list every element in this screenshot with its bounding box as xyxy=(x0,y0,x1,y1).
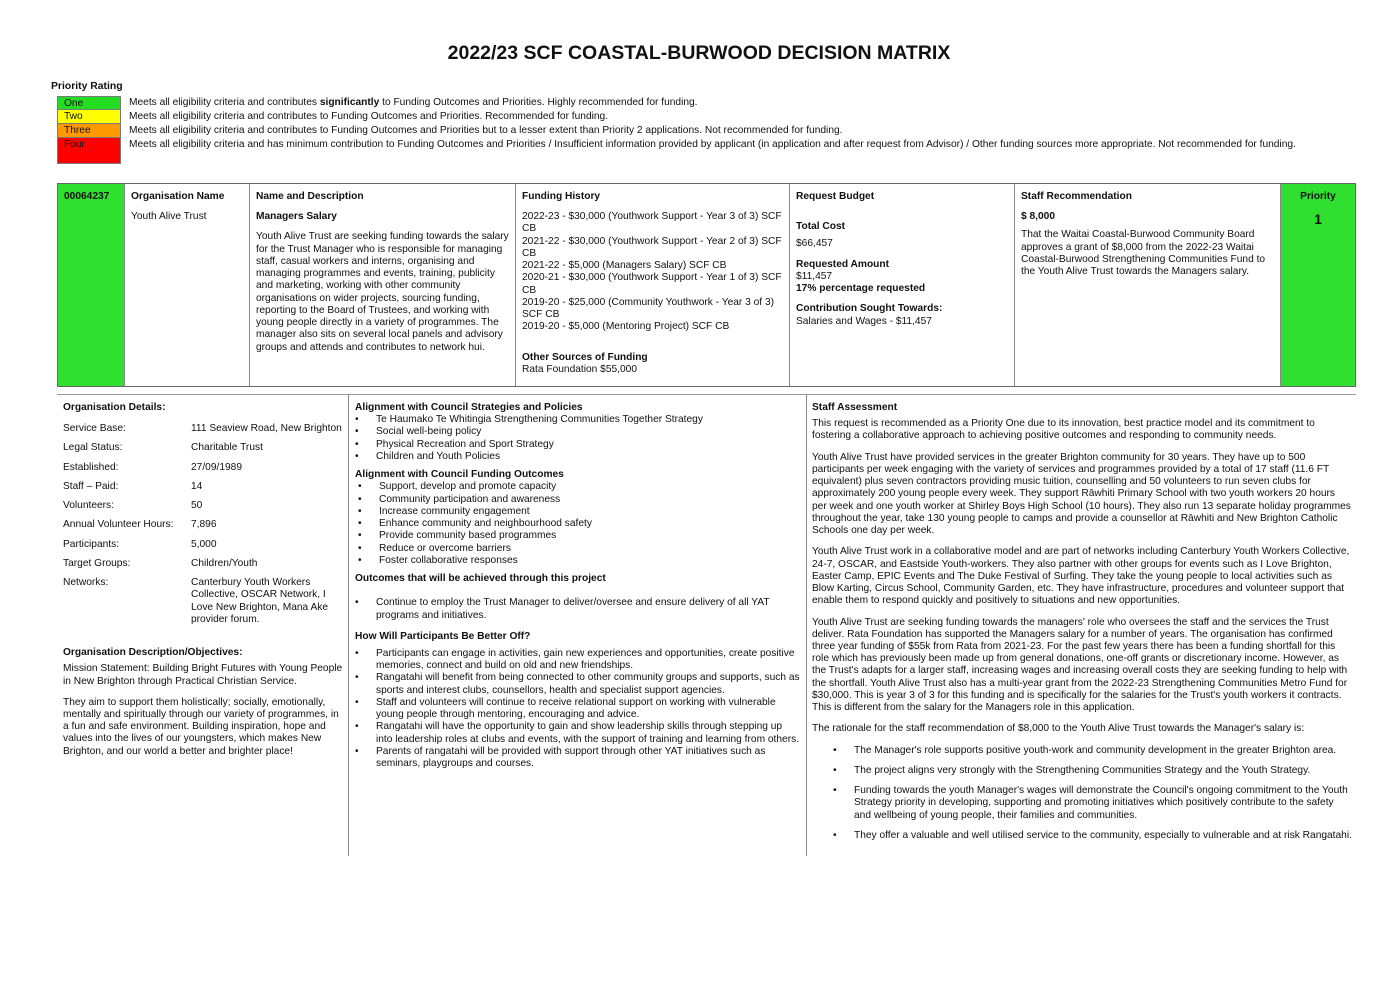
list-item: • Staff and volunteers will continue to receive relational support on working with vulnerable young people through mentoring, encouraging and advice. xyxy=(355,697,800,721)
list-item: • Support, develop and promote capacity xyxy=(358,481,800,493)
requested-amount-value: $11,457 xyxy=(796,270,833,282)
detail-row: Established: 27/09/1989 xyxy=(63,461,242,473)
detail-row: Service Base: 111 Seaview Road, New Brighton xyxy=(63,423,342,435)
achieve-list xyxy=(355,597,800,621)
column-divider xyxy=(806,394,807,856)
priority-swatch-three: Three xyxy=(57,124,121,138)
list-item: • Foster collaborative responses xyxy=(358,555,800,567)
funding-history-item: 2022-23 - $30,000 (Youthwork Support - Year 3 of 3) SCF CB xyxy=(522,211,782,235)
detail-row: Annual Volunteer Hours: 7,896 xyxy=(63,519,217,531)
priority-desc-two: Meets all eligibility criteria and contributes to Funding Outcomes and Priorities. Recommended for funding. xyxy=(129,111,609,122)
priority-row-four xyxy=(57,138,1317,164)
list-item: • Provide community based programmes xyxy=(358,530,800,542)
list-item: • They offer a valuable and well utilised service to the community, especially to vulnerable and at risk Rangatahi. xyxy=(812,830,1352,842)
application-id: 00064237 xyxy=(58,184,125,386)
org-aims: They aim to support them holistically; socially, emotionally, mentally and spiritually through our variety of programmes, in a fun and safe environment. Building inspiration, hope and values into the lives of our youngsters, which makes New Brighton, and our world a better and brighter place! xyxy=(63,696,339,757)
list-item: • Children and Youth Policies xyxy=(355,451,800,463)
achieve-heading: Outcomes that will be achieved through this project xyxy=(355,573,606,585)
alignment-section xyxy=(355,402,800,770)
funding-history-item: 2021-22 - $5,000 (Managers Salary) SCF CB xyxy=(522,260,727,272)
org-name-header: Organisation Name xyxy=(131,191,225,202)
funding-history-item: 2019-20 - $5,000 (Mentoring Project) SCF CB xyxy=(522,321,730,333)
mission-statement: Mission Statement: Building Bright Futures with Young People in New Brighton through Practical Christian Service. xyxy=(63,663,343,687)
list-item: • Te Haumako Te Whitingia Strengthening Communities Together Strategy xyxy=(355,414,800,426)
staff-rec-text: That the Waitai Coastal-Burwood Community Board approves a grant of $8,000 from the 2022-23 Waitai Coastal-Burwood Strengthening Communities Fund to the Youth Alive Trust towards the Managers salary. xyxy=(1021,229,1266,278)
list-item: • Rangatahi will have the opportunity to gain and show leadership skills through stepping up into leadership roles at clubs and events, with the support of training and learning from others. xyxy=(355,721,800,745)
priority-rating-heading: Priority Rating xyxy=(51,81,123,92)
strategies-list xyxy=(355,414,800,463)
org-description-heading: Organisation Description/Objectives: xyxy=(63,647,243,659)
project-name: Managers Salary xyxy=(256,211,337,223)
staff-rec-amount: $ 8,000 xyxy=(1021,211,1055,223)
priority-row-one xyxy=(57,96,1317,110)
organisation-details xyxy=(63,402,343,767)
outcomes-heading: Alignment with Council Funding Outcomes xyxy=(355,469,564,481)
staff-assessment-heading: Staff Assessment xyxy=(812,402,898,413)
project-description: Youth Alive Trust are seeking funding towards the salary for the Trust Manager who is responsible for managing staff, casual workers and interns, organising and managing programmes and events, training, publicity and marketing, working with other community organisations on wider projects, sourcing funding, reporting to the Board of Trustees, and working with young people directly in a variety of programmes. The manager also sits on several local panels and advisory groups and attends and contributes to network hui. xyxy=(256,231,509,353)
detail-row: Networks: Canterbury Youth Workers Collective, OSCAR Network, I Love New Brighton, Mana Ake provider forum. xyxy=(63,577,329,625)
list-item: • Parents of rangatahi will be provided with support through other YAT initiatives such as seminars, playgroups and courses. xyxy=(355,746,800,770)
list-item: • Social well-being policy xyxy=(355,426,800,438)
application-summary-row xyxy=(57,183,1356,387)
total-cost-label: Total Cost xyxy=(796,221,846,233)
contribution-value: Salaries and Wages - $11,457 xyxy=(796,315,932,327)
list-item: • Participants can engage in activities, gain new experiences and opportunities, create positive memories, connect and build on old and new friendships. xyxy=(355,648,800,672)
staff-recommendation-cell xyxy=(1015,184,1281,386)
detail-row: Legal Status: Charitable Trust xyxy=(63,442,263,454)
priority-row-two xyxy=(57,110,1317,124)
list-item: • Enhance community and neighbourhood safety xyxy=(358,518,800,530)
priority-desc-four: Meets all eligibility criteria and has minimum contribution to Funding Outcomes and Priorities / Insufficient information provided by applicant (in application and after request from Advisor) / Other funding sources more appropriate. Not recommended for funding. xyxy=(129,139,1296,150)
priority-rating-table xyxy=(57,96,1317,164)
name-description-cell xyxy=(250,184,516,386)
assessment-paragraph: The rationale for the staff recommendation of $8,000 to the Youth Alive Trust towards the Manager's salary is: xyxy=(812,723,1305,735)
priority-desc-three: Meets all eligibility criteria and contributes to Funding Outcomes and Priorities but to a lesser extent than Priority 2 applications. Not recommended for funding. xyxy=(129,125,843,136)
better-off-heading: How Will Participants Be Better Off? xyxy=(355,630,531,642)
org-details-heading: Organisation Details: xyxy=(63,402,166,413)
better-off-list xyxy=(355,648,800,770)
assessment-paragraph: Youth Alive Trust work in a collaborative model and are part of networks including Canterbury Youth Workers Collective, 24-7, OSCAR, and Eastside Youth-workers. They also partner with other groups for events such as I Love Brighton, Easter Camp, EPIC Events and The Duke Festival of Surfing. They take the young people to local activities such as Blow Karting, Circus School, Community Garden, etc. They have infrastructure, procedures and volunteer support that enable them to respond quickly and positively to situations and new opportunities. xyxy=(812,546,1350,607)
list-item: • The project aligns very strongly with the Strengthening Communities Strategy and the Youth Strategy. xyxy=(812,765,1352,777)
funding-history-header: Funding History xyxy=(522,191,601,202)
list-item: • Community participation and awareness xyxy=(358,494,800,506)
organisation-cell xyxy=(125,184,250,386)
outcomes-list xyxy=(358,481,800,567)
org-name: Youth Alive Trust xyxy=(131,211,207,223)
rationale-list xyxy=(812,745,1352,842)
list-item: • Rangatahi will benefit from being connected to other community groups and supports, such as sports and interest clubs, counsellors, health and specialist support agencies. xyxy=(355,672,800,696)
percentage-requested: 17% percentage requested xyxy=(796,283,926,295)
priority-value: 1 xyxy=(1314,211,1322,228)
detail-row: Staff – Paid: 14 xyxy=(63,480,203,492)
name-desc-header: Name and Description xyxy=(256,191,364,202)
request-budget-cell xyxy=(790,184,1015,386)
priority-swatch-two: Two xyxy=(57,110,121,124)
funding-history-item: 2021-22 - $30,000 (Youthwork Support - Year 2 of 3) SCF CB xyxy=(522,235,782,259)
priority-swatch-four: Four xyxy=(57,138,121,164)
page-title: 2022/23 SCF COASTAL-BURWOOD DECISION MATRIX xyxy=(447,42,951,64)
assessment-paragraph: Youth Alive Trust are seeking funding towards the managers' role who oversees the staff and the services the Trust deliver. Rata Foundation has supported the Managers salary for a number of years. The organisation has confirmed three year funding of $55k from Rata from 2021-23. For the past few years there has been a funding shortfall for this role which has previously been made up from general donations, one-off grants or discretionary income. However, as the Trust's adapts for a larger staff, increasing wages and increasing overall costs they are seeking funding to help with the shortfall. Youth Alive Trust also has a multi-year grant from the 2022-23 Strengthening Communities Metro Fund for $30,000. This is year 3 of 3 for this funding and is specifically for the salaries for the Trust's youth workers it contracts. This is different from the salary for the Managers role in this application. xyxy=(812,616,1348,714)
priority-header: Priority xyxy=(1300,191,1336,202)
list-item: • Funding towards the youth Manager's wages will demonstrate the Council's ongoing commitment to the Youth Strategy priority in developing, supporting and promoting initiatives which positively contribute to the safety and wellbeing of young people, their families and communities. xyxy=(812,785,1352,822)
requested-amount-label: Requested Amount xyxy=(796,258,890,270)
other-sources-header: Other Sources of Funding xyxy=(522,351,648,363)
list-item: • Continue to employ the Trust Manager to deliver/oversee and ensure delivery of all YAT programs and initiatives. xyxy=(355,597,800,621)
contribution-label: Contribution Sought Towards: xyxy=(796,303,943,315)
priority-swatch-one: One xyxy=(57,96,121,110)
total-cost-value: $66,457 xyxy=(796,238,833,250)
detail-row: Target Groups: Children/Youth xyxy=(63,557,258,569)
strategies-heading: Alignment with Council Strategies and Policies xyxy=(355,402,583,413)
detail-row: Volunteers: 50 xyxy=(63,500,203,512)
assessment-paragraph: Youth Alive Trust have provided services in the greater Brighton community for 30 years. They have up to 500 participants per week engaging with the variety of services and programmes provided by a total of 17 staff (11.6 FT equivalent) plus seven contractors providing music tuition, counselling and 50 volunteers to run seven clubs for approximately 200 young people every week. They support Rāwhiti Primary School with two youth workers 20 hours per week and one youth worker at Shirley Boys High School (10 hours). They also run 13 separate holiday programmes throughout the year, take 130 young people to camps and provide a counsellor at Rāwhiti and New Brighton Catholic Schools one day per week. xyxy=(812,451,1351,537)
list-item: • Reduce or overcome barriers xyxy=(358,543,800,555)
priority-desc-one: Meets all eligibility criteria and contributes significantly to Funding Outcomes and Priorities. Highly recommended for funding. xyxy=(129,97,698,108)
list-item: • Physical Recreation and Sport Strategy xyxy=(355,439,800,451)
list-item: • The Manager's role supports positive youth-work and community development in the greater Brighton area. xyxy=(812,745,1352,757)
staff-rec-header: Staff Recommendation xyxy=(1021,191,1132,202)
funding-history-cell xyxy=(516,184,790,386)
priority-cell xyxy=(1281,184,1355,386)
list-item: • Increase community engagement xyxy=(358,506,800,518)
staff-assessment xyxy=(812,402,1352,850)
assessment-paragraph: This request is recommended as a Priority One due to its innovation, best practice model and its commitment to fostering a collaborative approach to achieving positive outcomes and responding to community needs. xyxy=(812,418,1315,442)
funding-history-item: 2020-21 - $30,000 (Youthwork Support - Year 1 of 3) SCF CB xyxy=(522,272,782,296)
other-sources: Rata Foundation $55,000 xyxy=(522,363,637,375)
request-budget-header: Request Budget xyxy=(796,191,875,202)
column-divider xyxy=(348,394,349,856)
detail-row: Participants: 5,000 xyxy=(63,538,217,550)
priority-row-three xyxy=(57,124,1317,138)
funding-history-item: 2019-20 - $25,000 (Community Youthwork - Year 3 of 3) SCF CB xyxy=(522,296,775,321)
